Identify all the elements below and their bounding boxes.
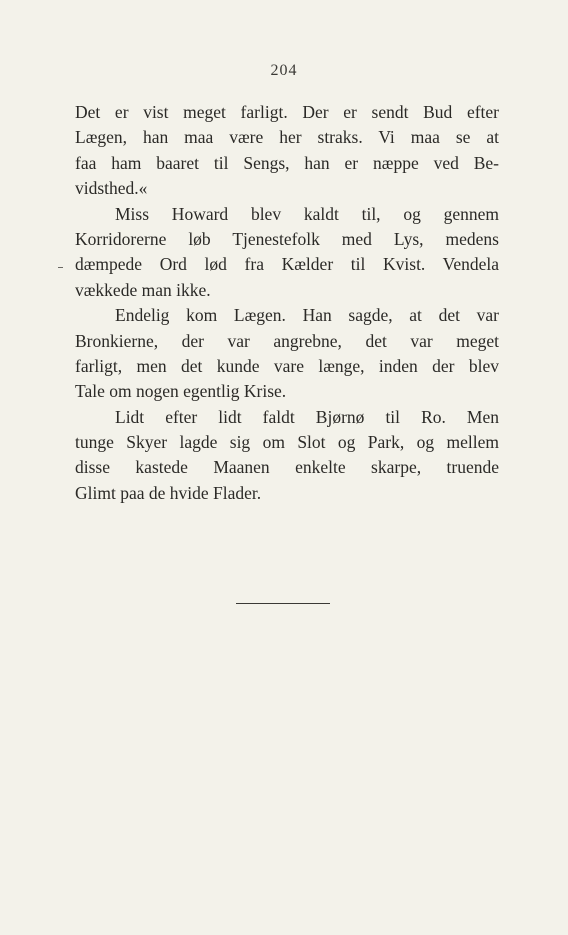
text-line: Glimt paa de hvide Flader. [75,482,262,503]
text-line: Bronkierne, der var angrebne, det var meget [75,330,499,351]
text-line: faa ham baaret til Sengs, han er næppe ved Be- [75,152,499,173]
text-line: Miss Howard blev kaldt til, og gennem [115,203,499,224]
text-line: vidsthed.« [75,178,148,199]
text-line: vækkede man ikke. [75,279,211,300]
text-line: tunge Skyer lagde sig om Slot og Park, og mellem [75,432,499,453]
page-number: 204 [270,62,298,79]
text-line: Det er vist meget farligt. Der er sendt Bud efter [75,102,499,122]
text-line: Korridorerne løb Tjenestefolk med Lys, medens [75,228,499,249]
body-text [75,100,499,506]
text-line: Tale om nogen egentlig Krise. [75,381,287,402]
text-line: dæmpede Ord lød fra Kælder til Kvist. Vendela [75,254,499,275]
section-end-rule [236,603,330,604]
text-line: Lidt efter lidt faldt Bjørnø til Ro. Men [115,406,499,427]
text-line: disse kastede Maanen enkelte skarpe, truende [75,457,499,478]
text-line: Endelig kom Lægen. Han sagde, at det var [115,305,499,326]
text-line: Lægen, han maa være her straks. Vi maa se at [75,127,499,148]
text-line: farligt, men det kunde vare længe, inden der blev [75,355,499,376]
margin-mark [58,267,63,268]
